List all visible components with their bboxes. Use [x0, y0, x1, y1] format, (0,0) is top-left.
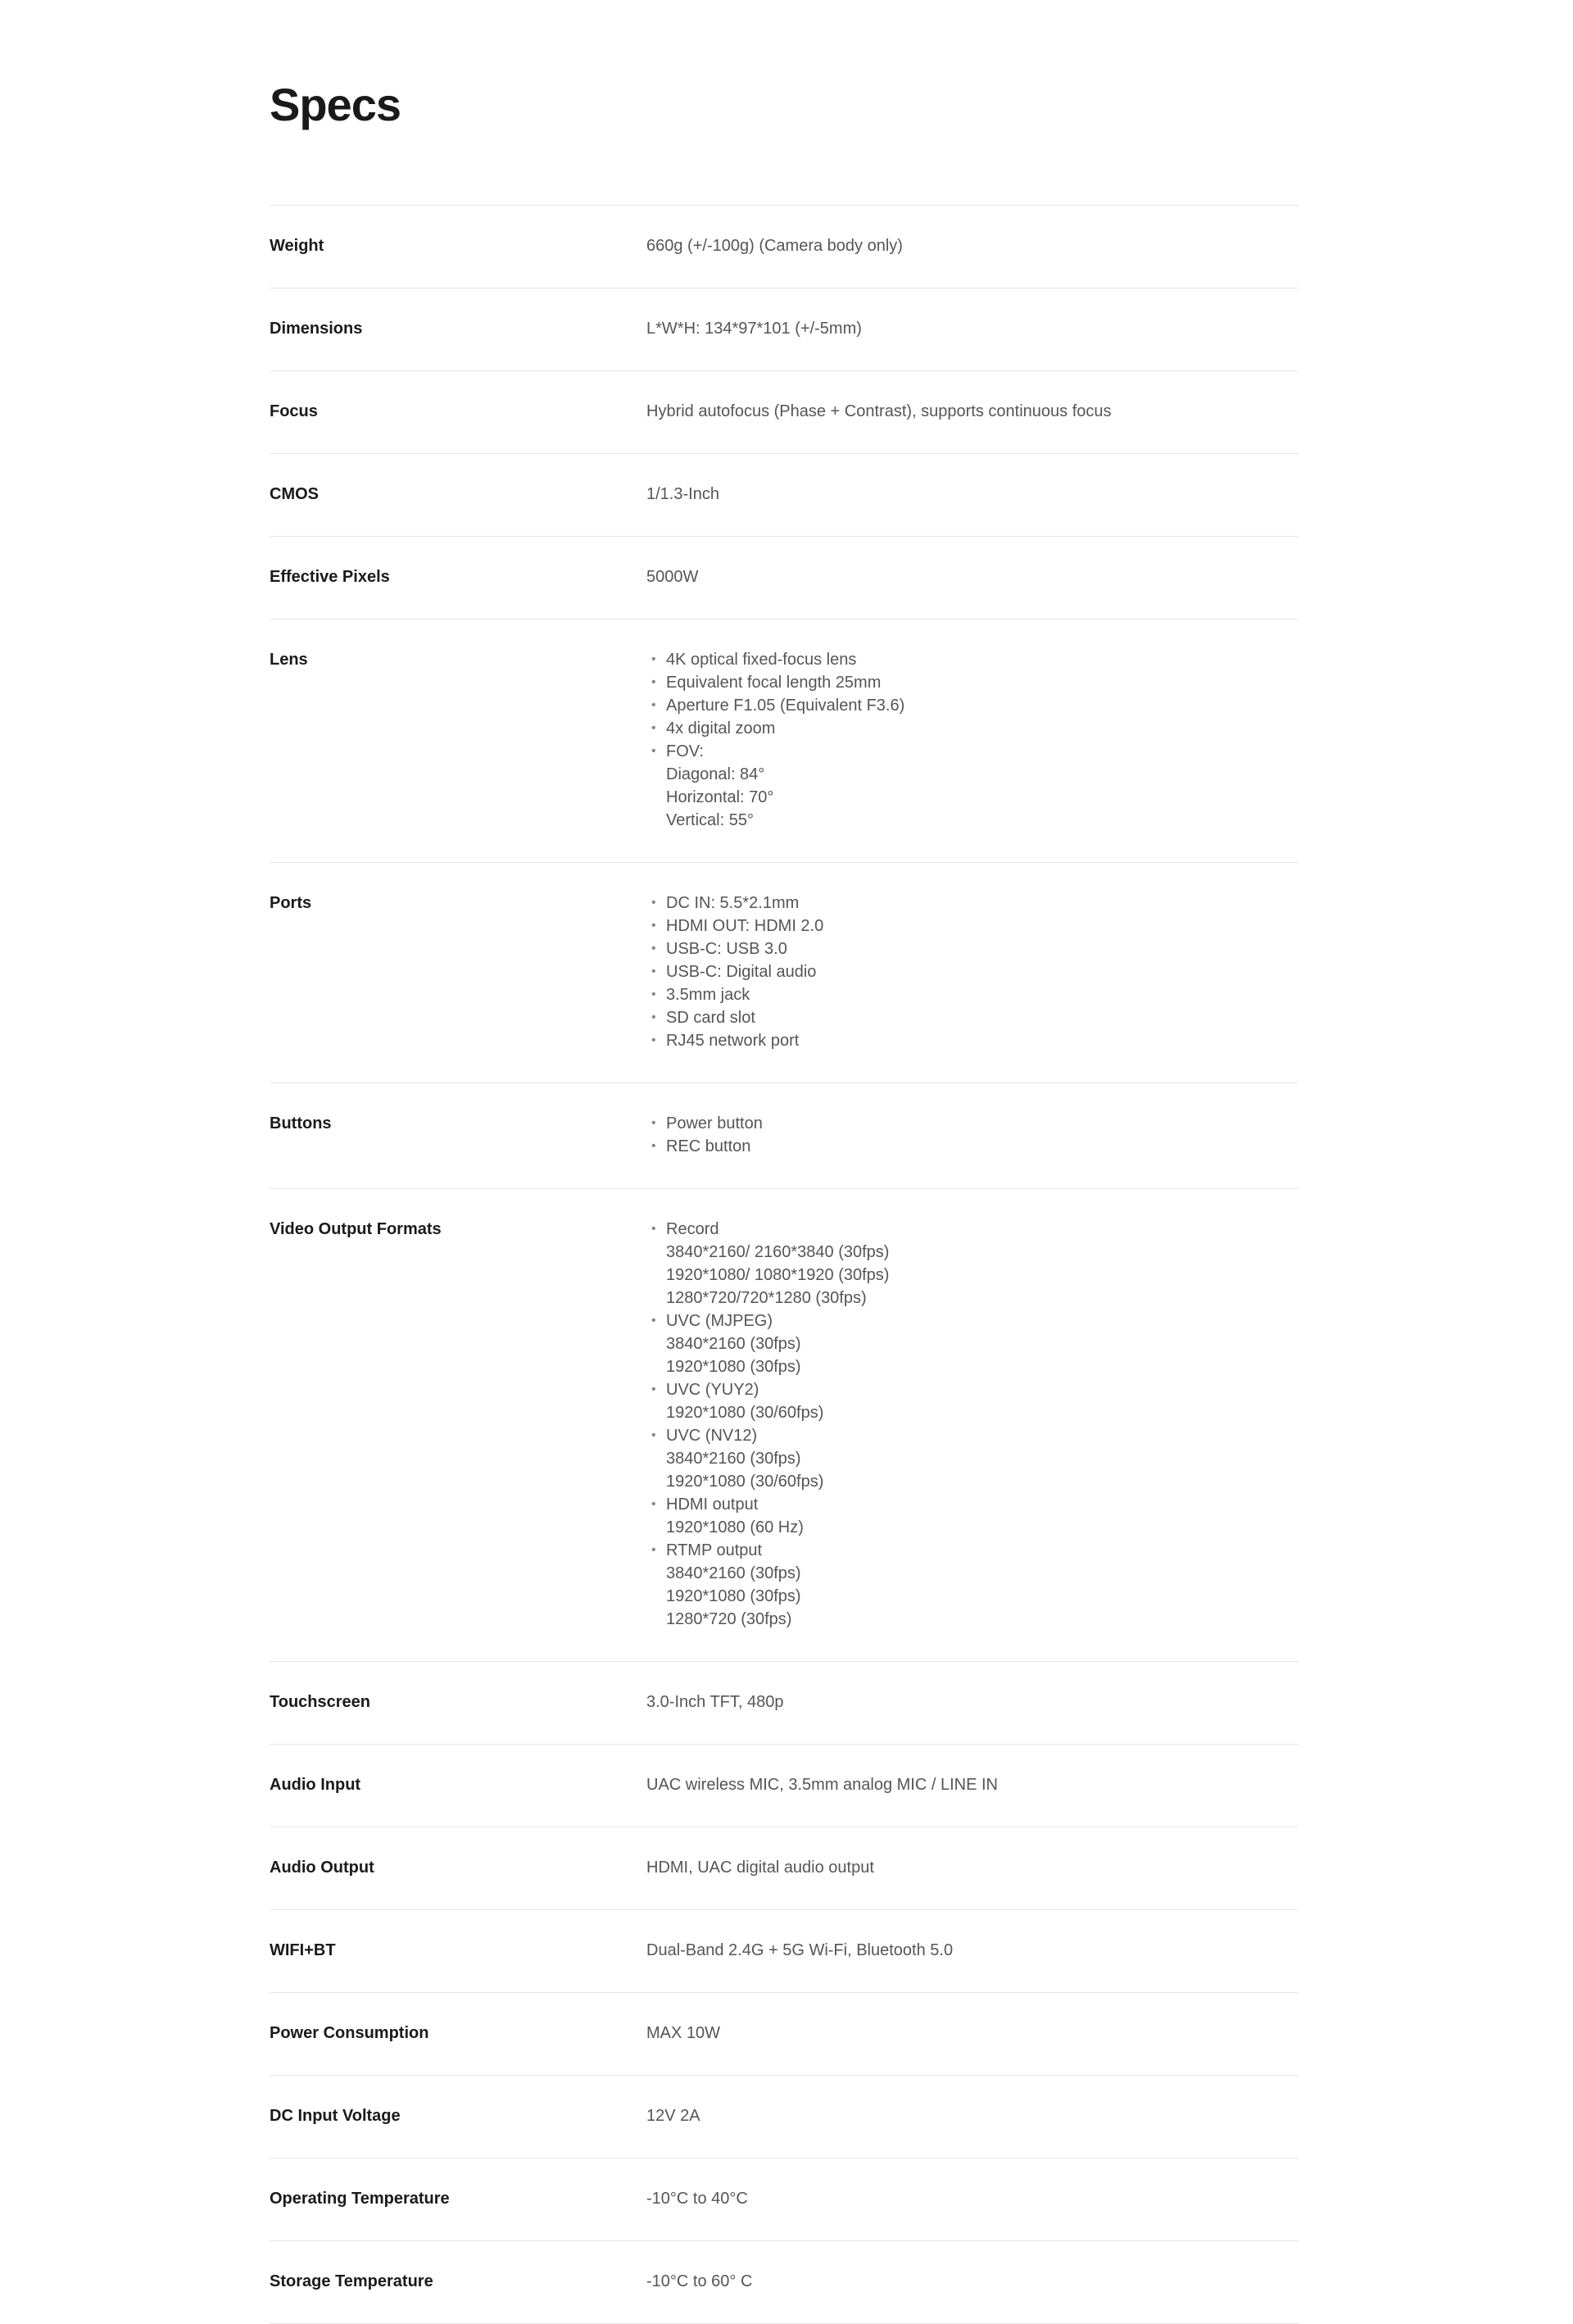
spec-row — [270, 371, 1299, 454]
spec-value: L*W*H: 134*97*101 (+/-5mm) — [646, 320, 862, 338]
spec-label: Ports — [270, 894, 312, 912]
spec-bullet-list — [646, 892, 1299, 1052]
spec-bullet-list — [646, 1218, 1299, 1631]
spec-row — [270, 206, 1299, 288]
spec-bullet-subline: 1920*1080/ 1080*1920 (30fps) — [666, 1266, 890, 1284]
spec-bullet-item — [646, 892, 1299, 915]
spec-bullet-text: • USB-C: USB 3.0 — [666, 940, 787, 958]
spec-bullet-text: • REC button — [666, 1137, 751, 1155]
spec-row — [270, 620, 1299, 863]
spec-bullet-item — [646, 1493, 1299, 1539]
spec-bullet-subline: 1920*1080 (30/60fps) — [666, 1404, 824, 1422]
spec-bullet-item — [646, 671, 1299, 694]
spec-bullet-item — [646, 648, 1299, 671]
spec-label: Touchscreen — [270, 1693, 370, 1711]
spec-value — [646, 1218, 1299, 1631]
spec-row — [270, 863, 1299, 1083]
spec-bullet-subline: Horizontal: 70° — [666, 788, 774, 806]
spec-bullet-subline: 1920*1080 (30fps) — [666, 1358, 801, 1376]
spec-row — [270, 537, 1299, 620]
spec-label: WIFI+BT — [270, 1941, 336, 1959]
spec-bullet-subline: 3840*2160 (30fps) — [666, 1450, 801, 1468]
spec-row — [270, 1910, 1299, 1993]
spec-row — [270, 2158, 1299, 2241]
spec-bullet-text: • SD card slot — [666, 1009, 755, 1027]
spec-value — [646, 892, 1299, 1052]
spec-bullet-subline: 3840*2160 (30fps) — [666, 1564, 801, 1582]
spec-table — [270, 205, 1299, 2324]
spec-label: CMOS — [270, 485, 319, 503]
spec-value: Hybrid autofocus (Phase + Contrast), supports continuous focus — [646, 402, 1112, 420]
spec-bullet-item — [646, 983, 1299, 1006]
spec-bullet-subline: 1920*1080 (60 Hz) — [666, 1518, 804, 1536]
spec-row — [270, 2241, 1299, 2324]
spec-bullet-subline: Diagonal: 84° — [666, 765, 765, 783]
spec-bullet-text: • HDMI output — [666, 1496, 759, 1514]
spec-bullet-item — [646, 1112, 1299, 1135]
spec-value: Dual-Band 2.4G + 5G Wi-Fi, Bluetooth 5.0 — [646, 1941, 954, 1959]
spec-bullet-item — [646, 1218, 1299, 1310]
spec-value: 1/1.3-Inch — [646, 485, 719, 503]
spec-bullet-text: • 3.5mm jack — [666, 986, 750, 1004]
spec-bullet-text: • Power button — [666, 1114, 763, 1132]
spec-bullet-item — [646, 1539, 1299, 1631]
spec-bullet-item — [646, 694, 1299, 717]
spec-bullet-subline: 1280*720 (30fps) — [666, 1610, 792, 1628]
spec-value — [646, 648, 1299, 832]
spec-label: Buttons — [270, 1114, 332, 1132]
spec-bullet-text: • USB-C: Digital audio — [666, 963, 817, 981]
spec-value: 3.0-Inch TFT, 480p — [646, 1693, 784, 1711]
spec-bullet-text: • UVC (YUY2) — [666, 1381, 759, 1399]
spec-label: Weight — [270, 237, 324, 255]
spec-bullet-text: • RTMP output — [666, 1541, 763, 1559]
spec-bullet-item — [646, 717, 1299, 740]
spec-bullet-subline: 3840*2160/ 2160*3840 (30fps) — [666, 1243, 890, 1261]
spec-bullet-list — [646, 648, 1299, 832]
spec-label: Power Consumption — [270, 2024, 429, 2042]
spec-row — [270, 454, 1299, 537]
spec-bullet-subline: 1280*720/720*1280 (30fps) — [666, 1289, 867, 1307]
spec-value — [646, 1112, 1299, 1158]
spec-bullet-text: • 4x digital zoom — [666, 719, 776, 738]
spec-bullet-text: • HDMI OUT: HDMI 2.0 — [666, 917, 824, 935]
spec-bullet-text: • Aperture F1.05 (Equivalent F3.6) — [666, 697, 905, 715]
spec-bullet-text: • 4K optical fixed-focus lens — [666, 651, 857, 669]
spec-bullet-subline: 1920*1080 (30fps) — [666, 1587, 801, 1605]
spec-row — [270, 288, 1299, 371]
spec-value: MAX 10W — [646, 2024, 721, 2042]
spec-bullet-text: • FOV: — [666, 742, 704, 760]
spec-row — [270, 2076, 1299, 2158]
spec-label: Audio Output — [270, 1859, 374, 1877]
spec-bullet-item — [646, 1029, 1299, 1052]
spec-value: -10°C to 40°C — [646, 2190, 748, 2208]
spec-row — [270, 1083, 1299, 1189]
spec-bullet-item — [646, 937, 1299, 960]
spec-value: 12V 2A — [646, 2107, 700, 2125]
spec-bullet-subline: 1920*1080 (30/60fps) — [666, 1473, 824, 1491]
spec-bullet-text: • Record — [666, 1220, 719, 1238]
spec-bullet-subline: Vertical: 55° — [666, 811, 754, 829]
spec-row — [270, 1662, 1299, 1745]
spec-label: Operating Temperature — [270, 2190, 450, 2208]
spec-label: Storage Temperature — [270, 2272, 433, 2290]
spec-label: Effective Pixels — [270, 568, 390, 586]
spec-bullet-text: • RJ45 network port — [666, 1032, 800, 1050]
spec-label: DC Input Voltage — [270, 2107, 401, 2125]
spec-row — [270, 1745, 1299, 1827]
spec-value: -10°C to 60° C — [646, 2272, 753, 2290]
spec-label: Dimensions — [270, 320, 363, 338]
spec-bullet-item — [646, 915, 1299, 937]
spec-row — [270, 1827, 1299, 1910]
spec-value: 5000W — [646, 568, 699, 586]
spec-value: HDMI, UAC digital audio output — [646, 1859, 874, 1877]
spec-bullet-list — [646, 1112, 1299, 1158]
spec-bullet-text: • DC IN: 5.5*2.1mm — [666, 894, 800, 912]
spec-bullet-text: • Equivalent focal length 25mm — [666, 674, 882, 692]
spec-value: 660g (+/-100g) (Camera body only) — [646, 237, 903, 255]
spec-label: Lens — [270, 651, 308, 669]
spec-bullet-item — [646, 1378, 1299, 1424]
spec-bullet-item — [646, 1310, 1299, 1378]
spec-row — [270, 1189, 1299, 1662]
spec-bullet-item — [646, 1424, 1299, 1493]
spec-label: Audio Input — [270, 1776, 361, 1794]
spec-bullet-item — [646, 1135, 1299, 1158]
spec-value: UAC wireless MIC, 3.5mm analog MIC / LINE IN — [646, 1776, 998, 1794]
spec-bullet-text: • UVC (MJPEG) — [666, 1312, 773, 1330]
spec-bullet-text: • UVC (NV12) — [666, 1427, 758, 1445]
page-title: Specs — [270, 79, 401, 130]
spec-row — [270, 1993, 1299, 2076]
spec-bullet-item — [646, 1006, 1299, 1029]
spec-label: Video Output Formats — [270, 1220, 442, 1238]
specs-page — [270, 0, 1299, 2324]
spec-bullet-item — [646, 960, 1299, 983]
spec-label: Focus — [270, 402, 318, 420]
spec-bullet-item — [646, 740, 1299, 832]
spec-bullet-subline: 3840*2160 (30fps) — [666, 1335, 801, 1353]
